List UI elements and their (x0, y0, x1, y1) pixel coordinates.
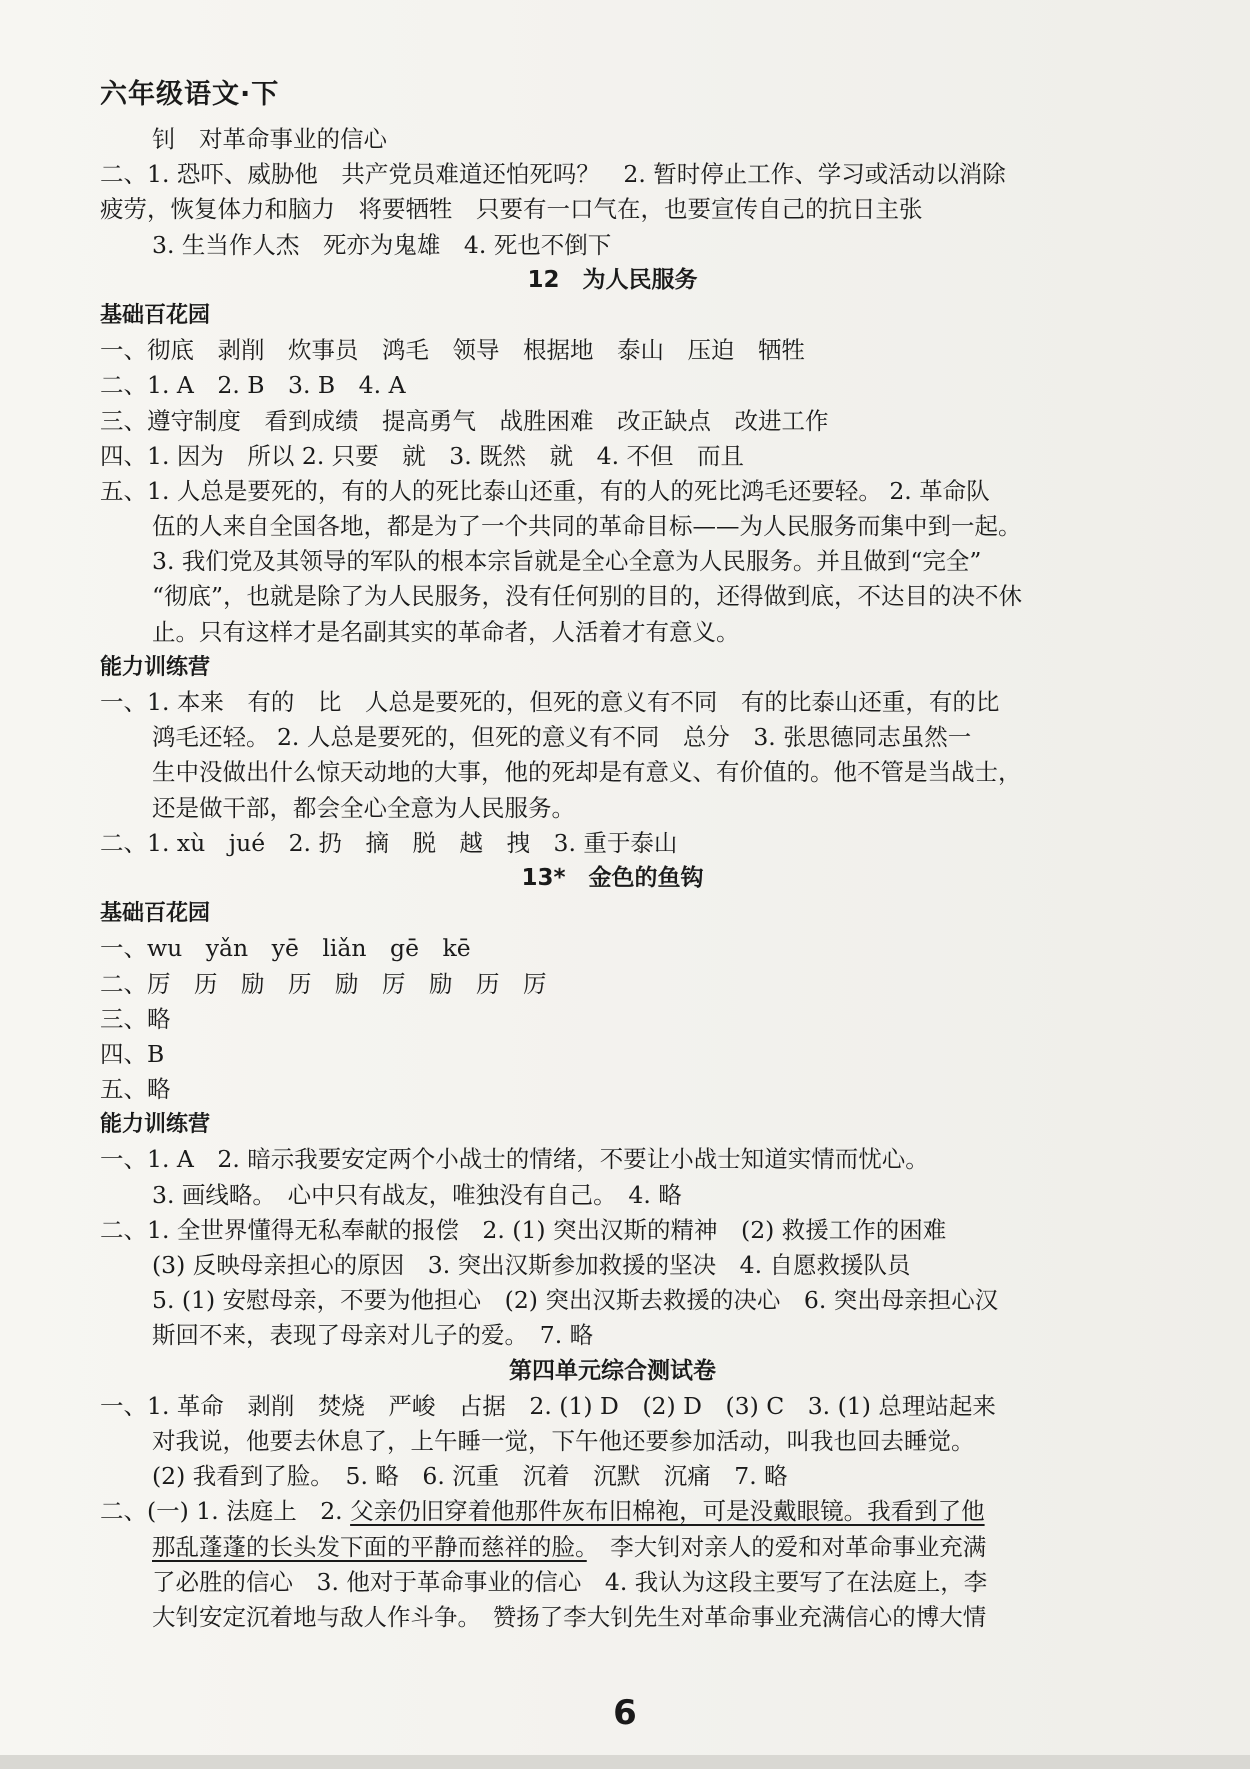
answer-line: 伍的人来自全国各地，都是为了一个共同的革命目标——为人民服务而集中到一起。 (152, 512, 1022, 541)
section-heading: 能力训练营 (100, 654, 211, 680)
answer-line: “彻底”，也就是除了为人民服务，没有任何别的目的，还得做到底，不达目的决不休 (152, 582, 1023, 611)
answer-line: (2) 我看到了脸。 5. 略 6. 沉重 沉着 沉默 沉痛 7. 略 (152, 1462, 788, 1491)
answer-line: (3) 反映母亲担心的原因 3. 突出汉斯参加救援的坚决 4. 自愿救援队员 (152, 1251, 911, 1279)
answer-line: 疲劳，恢复体力和脑力 将要牺牲 只要有一口气在，也要宣传自己的抗日主张 (100, 195, 923, 224)
answer-line: 钊 对革命事业的信心 (152, 125, 387, 153)
answer-line: 三、略 (100, 1004, 171, 1033)
answer-line: 还是做干部，都会全心全意为人民服务。 (152, 793, 575, 822)
answer-line: 止。只有这样才是名副其实的革命者，人活着才有意义。 (152, 617, 740, 646)
answer-line: 一、1. 本来 有的 比 人总是要死的，但死的意义有不同 有的比泰山还重，有的比 (100, 688, 1000, 716)
answer-line: 四、B (100, 1039, 165, 1068)
answer-line: 四、1. 因为 所以 2. 只要 就 3. 既然 就 4. 不但 而且 (100, 441, 745, 470)
answer-line: 二、厉 历 励 历 励 厉 励 历 厉 (100, 969, 547, 998)
answer-line: 一、wu yǎn yē liǎn gē kē (100, 934, 471, 963)
answer-line: 大钊安定沉着地与敌人作斗争。 赞扬了李大钊先生对革命事业充满信心的博大情 (152, 1602, 987, 1631)
answer-text: 二、(一) 1. 法庭上 2. (100, 1497, 351, 1526)
section-heading: 基础百花园 (100, 302, 211, 328)
answer-line: 3. 生当作人杰 死亦为鬼雄 4. 死也不倒下 (152, 230, 612, 259)
underlined-text: 那乱蓬蓬的长头发下面的平静而慈祥的脸。 (152, 1532, 587, 1561)
answer-line: 五、1. 人总是要死的，有的人的死比泰山还重，有的人的死比鸿毛还要轻。 2. 革命队 (100, 476, 990, 505)
answer-line: 二、1. 全世界懂得无私奉献的报偿 2. (1) 突出汉斯的精神 (2) 救援工作的困难 (100, 1215, 947, 1244)
answer-line: 了必胜的信心 3. 他对于革命事业的信心 4. 我认为这段主要写了在法庭上，李 (152, 1567, 988, 1596)
answer-line: 3. 画线略。 心中只有战友，唯独没有自己。 4. 略 (152, 1180, 682, 1209)
answer-line: 对我说，他要去休息了，上午睡一觉，下午他还要参加活动，叫我也回去睡觉。 (152, 1426, 975, 1455)
answer-line: 鸿毛还轻。 2. 人总是要死的，但死的意义有不同 总分 3. 张思德同志虽然一 (152, 723, 972, 752)
answer-line: 五、略 (100, 1075, 171, 1104)
section-heading: 能力训练营 (100, 1112, 211, 1138)
lesson-title: 第四单元综合测试卷 (509, 1357, 716, 1384)
lesson-title: 13* 金色的鱼钩 (521, 864, 704, 891)
answer-line: 3. 我们党及其领导的军队的根本宗旨就是全心全意为人民服务。并且做到“完全” (152, 547, 982, 576)
answer-line: 二、1. 恐吓、威胁他 共产党员难道还怕死吗？ 2. 暂时停止工作、学习或活动以消除 (100, 160, 1006, 189)
answer-line: 三、遵守制度 看到成绩 提高勇气 战胜困难 改正缺点 改进工作 (100, 406, 829, 435)
answer-line: 一、1. A 2. 暗示我要安定两个小战士的情绪，不要让小战士知道实情而忧心。 (100, 1145, 929, 1174)
scan-edge (0, 1755, 1250, 1769)
answer-content (100, 122, 1125, 1635)
page-number: 6 (613, 1693, 637, 1733)
section-heading: 基础百花园 (100, 901, 211, 927)
lesson-title: 12 为人民服务 (527, 266, 698, 293)
answer-line: 一、1. 革命 剥削 焚烧 严峻 占据 2. (1) D (2) D (3) C 3. (1) 总理站起来 (100, 1391, 996, 1420)
answer-line: 二、1. xù jué 2. 扔 摘 脱 越 拽 3. 重于泰山 (100, 828, 678, 857)
answer-text: 李大钊对亲人的爱和对革命事业充满 (586, 1532, 987, 1561)
answer-line: 斯回不来，表现了母亲对儿子的爱。 7. 略 (152, 1321, 594, 1350)
answer-line (100, 1494, 1125, 1529)
page-header-title: 六年级语文·下 (100, 79, 280, 110)
underlined-text: 父亲仍旧穿着他那件灰布旧棉袍，可是没戴眼镜。我看到了他 (350, 1497, 985, 1526)
answer-line: 5. (1) 安慰母亲，不要为他担心 (2) 突出汉斯去救援的决心 6. 突出母亲担心汉 (152, 1286, 999, 1315)
answer-line (100, 1530, 1125, 1565)
answer-line: 二、1. A 2. B 3. B 4. A (100, 371, 406, 400)
answer-line: 一、彻底 剥削 炊事员 鸿毛 领导 根据地 泰山 压迫 牺牲 (100, 336, 805, 365)
answer-line: 生中没做出什么惊天动地的大事，他的死却是有意义、有价值的。他不管是当战士， (152, 758, 1022, 787)
